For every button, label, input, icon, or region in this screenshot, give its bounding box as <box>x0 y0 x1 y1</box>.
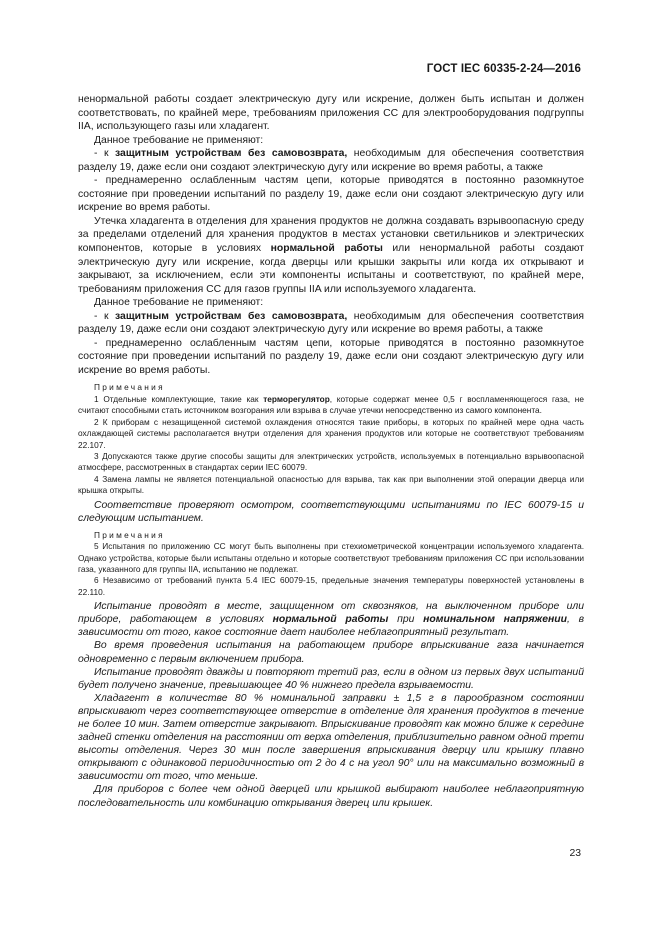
note-item: 2 К приборам с незащищенной системой охлаждения относятся такие приборы, в которых по крайней мере одна часть охлаждающей системы располагается внутри отделения для хранения продуктов или которые не соответствуют требованиям 22.107. <box>78 416 584 450</box>
text-run: , в зависимости от того, какое состояние дает наиболее неблагоприятный результат. <box>78 614 584 639</box>
text-run: - к <box>94 310 116 322</box>
paragraph: ненормальной работы создает электрическую дугу или искрение, должен быть испытан и должен соответствовать, по крайней мере, требованиям приложения СС для электрооборудования подгруппы IIA, использующего газы или хладагент. <box>78 94 584 133</box>
term-bold: нормальной работы <box>270 243 383 255</box>
text-run: - к <box>94 148 116 160</box>
paragraph: Данное требование не применяют: <box>94 134 264 146</box>
text-run: необходимым для обеспечения соответствия разделу 19, даже если они создают электрическую дугу или искрение во время работы, а также <box>78 148 585 173</box>
note-item: 4 Замена лампы не является потенциальной опасностью для взрыва, так как при выполнении этой операции дверца или крышка открыты. <box>78 473 584 496</box>
text-run: при <box>388 614 424 626</box>
text-run: 1 Отдельные комплектующие, такие как <box>94 393 264 404</box>
term-bold: защитным устройствам без самовозврата, <box>115 148 348 160</box>
test-paragraph: Хладагент в количестве 80 % номинальной заправки ± 1,5 г в парообразном состоянии впрыскивают через соответствующее отверстие в отделение для хранения продуктов в течение не более 10 мин. Затем отверстие закрывают. Впрыскивание проводят как можно ближе к середине задней стенки отделения на расстоянии от верха отделения, приблизительно равном одной трети высоты отделения. Через 30 мин после завершения впрыскивания дверцу или крышку плавно открывают с одинаковой периодичностью от 2 до 4 с на угол 90° или на максимально возможный в зависимости от того, что меньше. <box>78 692 584 783</box>
test-paragraph: Испытание проводят дважды и повторяют третий раз, если в одном из первых двух испытаний будет получено значение, превышающее 40 % нижнего предела взрываемости. <box>78 666 584 691</box>
term-bold: номинальном напряжении <box>423 614 567 626</box>
paragraph: - преднамеренно ослабленным частям цепи, которые приводятся в постоянно разомкнутое состояние при проведении испытаний по разделу 19, даже если они создают электрическую дугу или искрение во время работы. <box>78 337 584 376</box>
notes-heading: Примечания <box>94 382 165 393</box>
page-content <box>78 93 584 810</box>
paragraph: Данное требование не применяют: <box>94 297 264 309</box>
note-item: 3 Допускаются также другие способы защиты для электрических устройств, используемых в потенциально взрывоопасной атмосфере, рассмотренных в стандартах серии IEC 60079. <box>78 450 584 473</box>
text-run: Утечка хладагента в отделения для хранения продуктов не должна создавать взрывоопасную среду за пределами отделений для хранения продуктов в местах установки светильников и электрических компонентов, которые в условиях <box>78 215 584 255</box>
note-item <box>78 394 584 417</box>
note-item: 6 Независимо от требований пункта 5.4 IEC 60079-15, предельные значения температуры поверхностей установлены в 22.110. <box>78 575 584 597</box>
text-run: необходимым для обеспечения соответствия разделу 19, даже если они создают электрическую дугу или искрение во время работы, а также <box>78 310 585 336</box>
note-item: 5 Испытания по приложению СС могут быть выполнены при стехиометрической концентрации используемого хладагента. Однако устройства, которые были испытаны отдельно и которые соответствуют требованиям приложения СС при использовании газа, указанного для группы IIA, испытанию не подлежат. <box>78 541 584 574</box>
notes-heading: Примечания <box>94 529 165 540</box>
paragraph: - преднамеренно ослабленным частям цепи, которые приводятся в постоянно разомкнутое состояние при проведении испытаний по разделу 19, даже если они создают электрическую дугу или искрение во время работы. <box>78 175 584 214</box>
paragraph <box>78 147 584 174</box>
paragraph <box>78 310 584 337</box>
text-run: Испытание проводят в месте, защищенном от сквозняков, на выключенном приборе или приборе, работающем в условиях <box>78 601 584 626</box>
test-paragraph: Во время проведения испытания на работающем приборе впрыскивание газа начинается одновременно с первым включением прибора. <box>78 640 584 665</box>
paragraph <box>78 215 584 296</box>
document-header: ГОСТ IEC 60335-2-24—2016 <box>426 63 581 75</box>
text-run: или ненормальной работы создают электрическую дугу или искрение, когда дверцы или крышки закрыты или когда их открывают и закрывают, за исключением, если эти компоненты испытаны и соответствуют, по крайней мере, требованиям приложения СС для газов группы IIA или используемого хладагента. <box>78 243 584 295</box>
term-bold: защитным устройствам без самовозврата, <box>115 310 348 322</box>
compliance-statement: Соответствие проверяют осмотром, соответствующими испытаниями по IEC 60079-15 и следующим испытанием. <box>78 499 584 524</box>
test-paragraph: Для приборов с более чем одной дверцей или крышкой выбирают наиболее неблагоприятную последовательность или комбинацию открывания дверец или крышек. <box>78 784 584 809</box>
term-bold: терморегулятор <box>263 393 330 404</box>
text-run: , которые содержат менее 0,5 г воспламеняющегося газа, не считают способными стать источником возгорания или взрыва в случае утечки непосредственно из самого компонента. <box>78 393 584 416</box>
term-bold: нормальной работы <box>272 614 389 626</box>
test-paragraph <box>78 600 584 639</box>
page-number: 23 <box>569 848 581 859</box>
